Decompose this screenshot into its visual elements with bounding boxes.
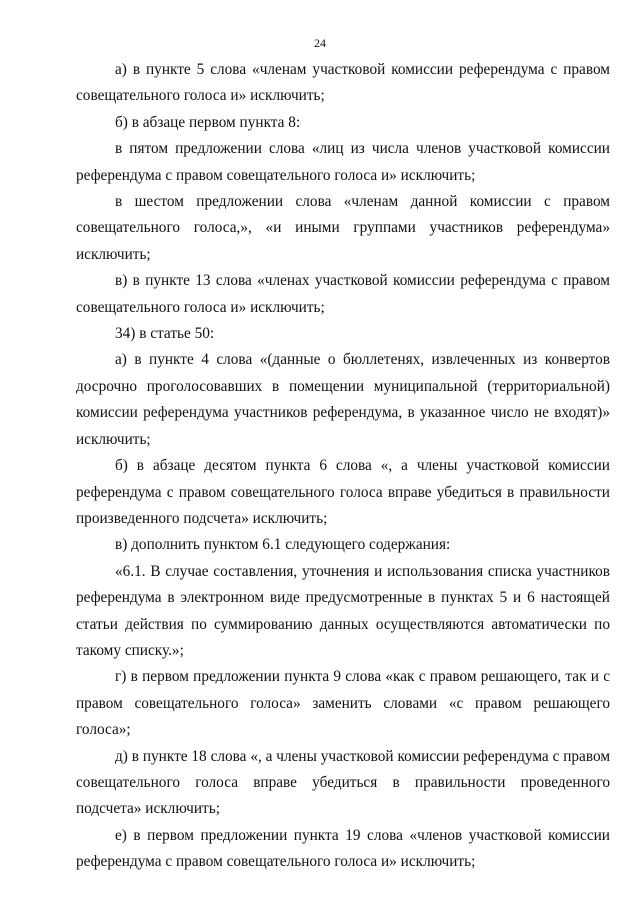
paragraph: а) в пункте 5 слова «членам участковой комиссии референдума с правом совещательного голоса и» исключить; [76,61,610,105]
paragraph: 34) в статье 50: [115,325,215,343]
paragraph: б) в абзаце десятом пункта 6 слова «, а члены участковой комиссии референдума с правом совещательного голоса вправе убедиться в правильности произведенного подсчета» исключить; [76,457,610,527]
paragraph: в пятом предложении слова «лиц из числа членов участковой комиссии референдума с правом совещательного голоса и» исключить; [76,140,610,184]
paragraph: «6.1. В случае составления, уточнения и использования списка участников референдума в электронном виде предусмотренные в пунктах 5 и 6 настоящей статьи действия по суммированию данных осуществляются автоматически по такому списку.»; [76,562,610,659]
paragraph: а) в пункте 4 слова «(данные о бюллетенях, извлеченных из конвертов досрочно проголосовавших в помещении муниципальной (территориальной) комиссии референдума участников референдума, в указанное число не входят)» исключить; [76,351,610,448]
paragraph: д) в пункте 18 слова «, а члены участковой комиссии референдума с правом совещательного голоса вправе убедиться в правильности проведенного подсчета» исключить; [76,747,610,818]
paragraph: в шестом предложении слова «членам данной комиссии с правом совещательного голоса,», «и иными группами участников референдума» исключить; [76,193,610,263]
paragraph: г) в первом предложении пункта 9 слова «как с правом решающего, так и с правом совещательного голоса» заменить словами «с правом решающего голоса»; [76,668,610,739]
page-number: 24 [314,36,326,50]
paragraph: в) дополнить пунктом 6.1 следующего содержания: [115,536,451,554]
paragraph: в) в пункте 13 слова «членах участковой комиссии референдума с правом совещательного голоса и» исключить; [76,272,610,316]
paragraph: е) в первом предложении пункта 19 слова «членов участковой комиссии референдума с правом совещательного голоса и» исключить; [76,826,610,871]
paragraph: б) в абзаце первом пункта 8: [115,113,301,131]
document-body [76,57,610,876]
